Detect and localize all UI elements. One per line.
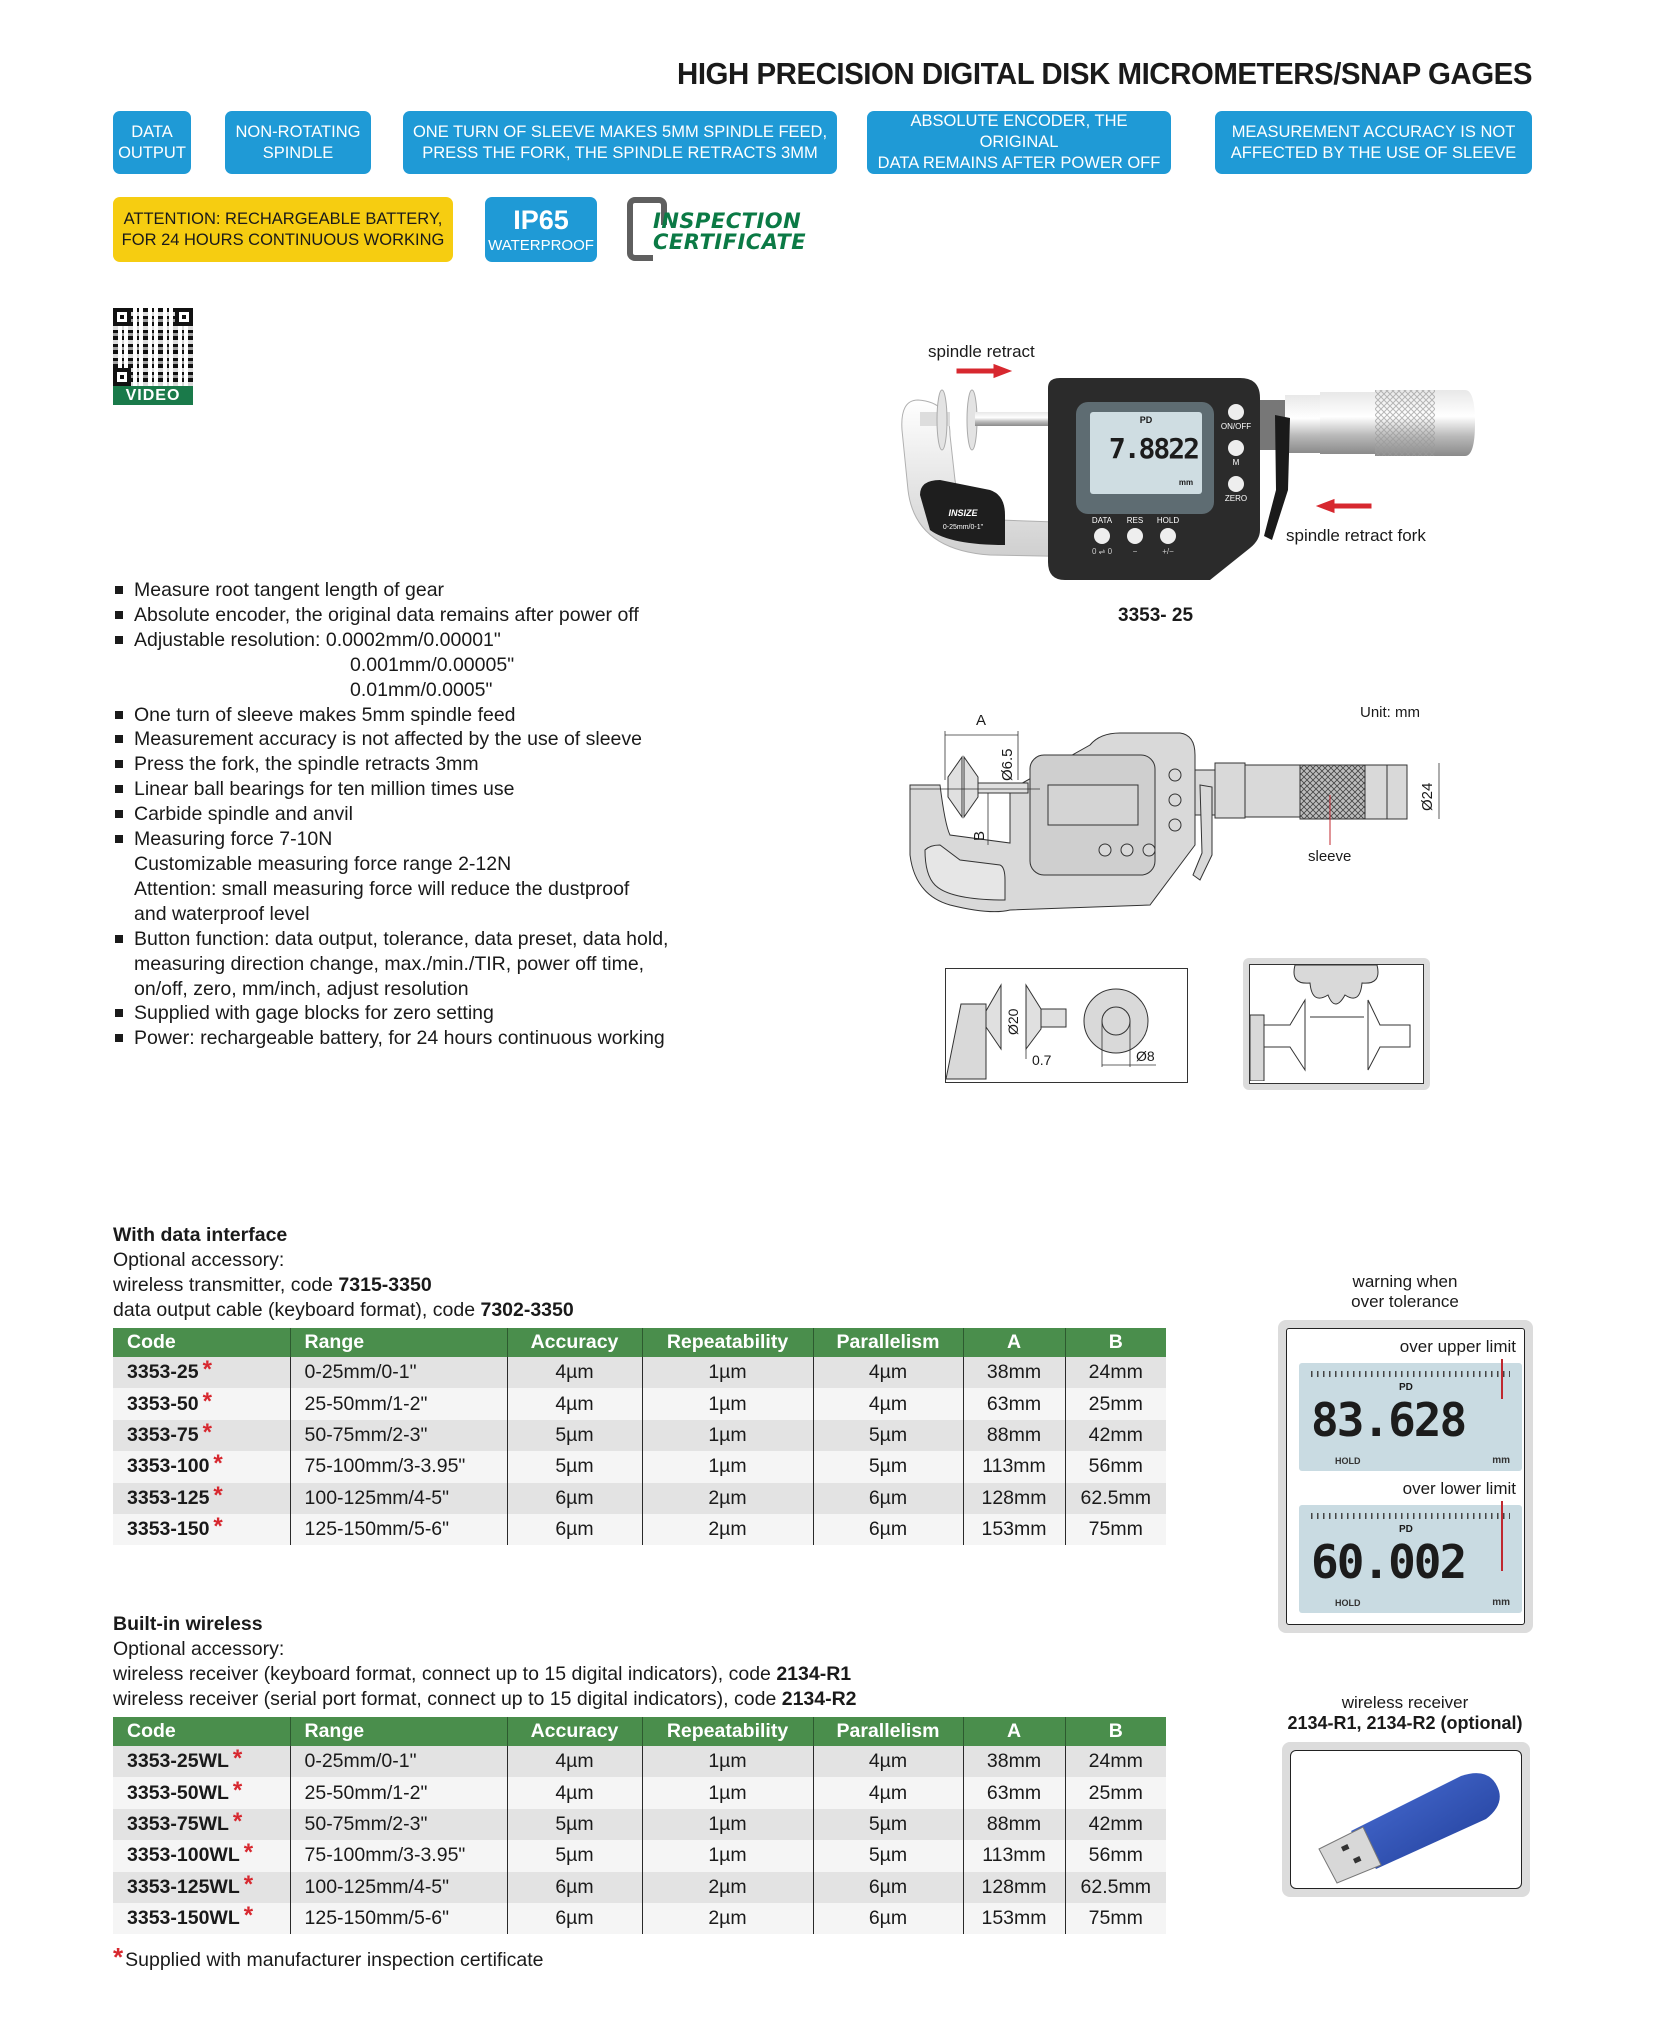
table-header-row: [113, 1328, 1166, 1357]
column-header: A: [963, 1328, 1065, 1357]
badge-text: MEASUREMENT ACCURACY IS NOT AFFECTED BY THE USE OF SLEEVE: [1230, 122, 1517, 162]
table-cell: 2µm: [642, 1872, 813, 1903]
feature-item: Button function: data output, tolerance, data preset, data hold,: [113, 927, 773, 952]
code-text: 3353-75: [127, 1423, 199, 1446]
table-cell: 6µm: [507, 1483, 642, 1514]
table-cell: 25-50mm/1-2": [290, 1777, 507, 1808]
accessory-label: Optional accessory:: [113, 1249, 285, 1271]
feature-note: Attention: small measuring force will reduce the dustproof: [134, 877, 630, 900]
table-cell: 25mm: [1065, 1388, 1166, 1419]
code-text: 3353-50: [127, 1392, 199, 1415]
ip-rating: IP65: [513, 204, 569, 235]
code-text: 3353-150WL: [127, 1907, 240, 1930]
table-cell: 1µm: [642, 1420, 813, 1451]
table-cell: 6µm: [507, 1514, 642, 1545]
accessory-text: wireless receiver (keyboard format, connect up to 15 digital indicators), code: [113, 1663, 777, 1685]
micrometer-photo: [880, 340, 1520, 590]
column-header: A: [963, 1717, 1065, 1746]
table-cell: 0-25mm/0-1": [290, 1746, 507, 1777]
code-text: 3353-100: [127, 1455, 210, 1478]
table-header-row: [113, 1717, 1166, 1746]
feature-item: Measuring force 7-10N: [113, 827, 773, 852]
table-cell: 25mm: [1065, 1777, 1166, 1808]
code-text: 3353-25: [127, 1361, 199, 1384]
qr-video-label: VIDEO: [113, 386, 193, 405]
cell-code: [113, 1388, 290, 1419]
usb-receiver-icon: [1291, 1751, 1521, 1888]
table-cell: 1µm: [642, 1840, 813, 1871]
accessory-code: 7302-3350: [480, 1299, 574, 1321]
accessory-text: wireless transmitter, code: [113, 1274, 339, 1296]
column-header: Range: [290, 1717, 507, 1746]
footnote-star-icon: *: [113, 1942, 124, 1972]
button-data: DATA: [1091, 516, 1113, 525]
certificate-star-icon: *: [213, 1450, 223, 1478]
table-cell: 75mm: [1065, 1514, 1166, 1545]
table-cell: 100-125mm/4-5": [290, 1872, 507, 1903]
upper-pointer-line: [1501, 1359, 1503, 1399]
cell-code: [113, 1903, 290, 1934]
cell-code: [113, 1746, 290, 1777]
table-cell: 42mm: [1065, 1420, 1166, 1451]
page-title: HIGH PRECISION DIGITAL DISK MICROMETERS/SNAP GAGES: [677, 56, 1532, 91]
feature-note: and waterproof level: [134, 902, 310, 925]
table-row: [113, 1809, 1166, 1840]
table-cell: 125-150mm/5-6": [290, 1903, 507, 1934]
display-value: 7.8822: [1108, 432, 1198, 465]
gear-icon: [1250, 965, 1422, 1081]
column-header: Code: [113, 1328, 290, 1357]
button-m: M: [1232, 458, 1240, 467]
video-qr-code[interactable]: [113, 308, 193, 405]
section-title-wireless: Built-in wireless: [113, 1613, 263, 1635]
table-row: [113, 1357, 1166, 1388]
table-row: [113, 1483, 1166, 1514]
section-title-data-interface: With data interface: [113, 1224, 288, 1246]
table-cell: 63mm: [963, 1388, 1065, 1419]
button-zero: ZERO: [1224, 494, 1248, 503]
badge-data-output: [113, 111, 191, 174]
upper-limit-label: over upper limit: [1399, 1337, 1516, 1356]
feature-item: Linear ball bearings for ten million times use: [113, 777, 773, 802]
table-cell: 88mm: [963, 1809, 1065, 1840]
table-cell: 5µm: [507, 1420, 642, 1451]
table-cell: 4µm: [813, 1746, 963, 1777]
column-header: Accuracy: [507, 1328, 642, 1357]
cell-code: [113, 1840, 290, 1871]
certificate-star-icon: *: [243, 1902, 254, 1930]
table-row: [113, 1420, 1166, 1451]
table-cell: 24mm: [1065, 1357, 1166, 1388]
column-header: Parallelism: [813, 1717, 963, 1746]
table-cell: 128mm: [963, 1872, 1065, 1903]
label-spindle-retract: spindle retract: [928, 342, 1035, 361]
feature-item: Carbide spindle and anvil: [113, 802, 773, 827]
receiver-caption: [1262, 1693, 1548, 1734]
cell-code: [113, 1451, 290, 1482]
cell-code: [113, 1420, 290, 1451]
certificate-star-icon: *: [202, 1356, 212, 1384]
feature-list: [113, 578, 773, 1051]
feature-resolution-option: 0.01mm/0.0005": [350, 678, 493, 701]
table-cell: 50-75mm/2-3": [290, 1809, 507, 1840]
badge-text: ABSOLUTE ENCODER, THE ORIGINAL DATA REMAINS AFTER POWER OFF: [877, 112, 1161, 172]
lcd-value-lower: 60.002: [1311, 1535, 1466, 1589]
sleeve-label: sleeve: [1308, 848, 1352, 865]
cell-code: [113, 1777, 290, 1808]
table-cell: 0-25mm/0-1": [290, 1357, 507, 1388]
badge-non-rotating-spindle: [225, 111, 371, 174]
table-cell: 5µm: [507, 1840, 642, 1871]
table-cell: 2µm: [642, 1903, 813, 1934]
feature-item: Measure root tangent length of gear: [113, 578, 773, 603]
table-cell: 75-100mm/3-3.95": [290, 1840, 507, 1871]
badge-text: DATA OUTPUT: [118, 122, 186, 162]
table-cell: 56mm: [1065, 1451, 1166, 1482]
table-cell: 100-125mm/4-5": [290, 1483, 507, 1514]
certificate-bracket-icon: [627, 197, 653, 261]
table-cell: 6µm: [507, 1872, 642, 1903]
feature-item: Power: rechargeable battery, for 24 hours continuous working: [113, 1026, 773, 1051]
column-header: Repeatability: [642, 1717, 813, 1746]
table-cell: 6µm: [507, 1903, 642, 1934]
table-row: [113, 1872, 1166, 1903]
cell-code: [113, 1357, 290, 1388]
table-cell: 2µm: [642, 1514, 813, 1545]
badge-battery: [113, 197, 453, 262]
lcd-pd: PD: [1399, 1382, 1413, 1393]
table-cell: 5µm: [507, 1809, 642, 1840]
column-header: B: [1065, 1328, 1166, 1357]
table-row: [113, 1388, 1166, 1419]
table-cell: 5µm: [813, 1840, 963, 1871]
lower-limit-label: over lower limit: [1402, 1479, 1516, 1498]
technical-drawing: [890, 705, 1450, 915]
table-cell: 6µm: [813, 1514, 963, 1545]
ip-label: WATERPROOF: [488, 236, 594, 254]
table-cell: 4µm: [813, 1777, 963, 1808]
table-cell: 62.5mm: [1065, 1483, 1166, 1514]
button-hold: HOLD: [1156, 516, 1180, 525]
disk-diameter-label: Ø20: [1005, 1008, 1021, 1035]
table-cell: 6µm: [813, 1483, 963, 1514]
table-cell: 113mm: [963, 1840, 1065, 1871]
warning-panel: [1278, 1320, 1533, 1633]
footnote-text: Supplied with manufacturer inspection certificate: [125, 1949, 544, 1971]
table-cell: 5µm: [813, 1420, 963, 1451]
table-cell: 25-50mm/1-2": [290, 1388, 507, 1419]
table-cell: 4µm: [507, 1746, 642, 1777]
accessory-code: 2134-R1: [776, 1663, 852, 1685]
column-header: Code: [113, 1717, 290, 1746]
code-text: 3353-150: [127, 1518, 210, 1541]
badge-text: ONE TURN OF SLEEVE MAKES 5MM SPINDLE FEED, PRESS THE FORK, THE SPINDLE RETRACTS 3MM: [412, 122, 828, 162]
table-cell: 113mm: [963, 1451, 1065, 1482]
accessory-text: wireless receiver (serial port format, connect up to 15 digital indicators), code: [113, 1688, 782, 1710]
gear-measurement-drawing: [1243, 958, 1430, 1090]
cell-code: [113, 1809, 290, 1840]
button-res-sub: −: [1132, 547, 1138, 556]
button-res: RES: [1126, 516, 1144, 525]
column-header: B: [1065, 1717, 1166, 1746]
code-text: 3353-25WL: [127, 1750, 229, 1773]
disk-detail-svg: [946, 969, 1186, 1081]
table-cell: 1µm: [642, 1451, 813, 1482]
table-cell: 153mm: [963, 1903, 1065, 1934]
lcd-lower: [1299, 1505, 1522, 1613]
dimension-b-label: B: [971, 830, 988, 841]
badge-sleeve-feed: [403, 111, 837, 174]
table-cell: 75mm: [1065, 1903, 1166, 1934]
receiver-panel: [1282, 1742, 1530, 1897]
table-cell: 1µm: [642, 1777, 813, 1808]
frame-range-text: 0-25mm/0-1": [942, 524, 984, 531]
certificate-star-icon: *: [232, 1807, 243, 1835]
accessory-line: [113, 1662, 851, 1687]
table-cell: 75-100mm/3-3.95": [290, 1451, 507, 1482]
code-text: 3353-50WL: [127, 1781, 229, 1804]
feature-item: Adjustable resolution: 0.0002mm/0.00001": [113, 628, 773, 653]
column-header: Range: [290, 1328, 507, 1357]
button-hold-sub: +/−: [1162, 547, 1174, 556]
certificate-star-icon: *: [232, 1776, 243, 1804]
table-cell: 4µm: [813, 1357, 963, 1388]
table-cell: 2µm: [642, 1483, 813, 1514]
certificate-star-icon: *: [213, 1481, 223, 1509]
accessory-line: [113, 1687, 857, 1712]
spindle-diameter-label: Ø6.5: [999, 748, 1016, 781]
certificate-star-icon: *: [213, 1513, 223, 1541]
lcd-unit: mm: [1492, 1597, 1510, 1608]
table-cell: 153mm: [963, 1514, 1065, 1545]
unit-label: Unit: mm: [1360, 704, 1420, 721]
table-cell: 125-150mm/5-6": [290, 1514, 507, 1545]
sleeve-diameter-label: Ø24: [1419, 782, 1436, 811]
button-data-sub: 0 ⇌ 0: [1091, 547, 1113, 556]
footnote: [113, 1942, 544, 1973]
table-cell: 4µm: [507, 1357, 642, 1388]
receiver-codes: 2134-R1, 2134-R2 (optional): [1287, 1713, 1523, 1733]
feature-item: Supplied with gage blocks for zero setting: [113, 1001, 773, 1026]
qr-code-icon: [113, 308, 193, 386]
dimension-a-label: A: [976, 712, 987, 729]
table-cell: 1µm: [642, 1809, 813, 1840]
accessory-line: [113, 1298, 574, 1323]
table-cell: 50-75mm/2-3": [290, 1420, 507, 1451]
anvil-diameter-label: Ø8: [1136, 1048, 1155, 1064]
receiver-caption-text: wireless receiver: [1341, 1693, 1469, 1712]
disk-detail-drawing: [945, 968, 1188, 1083]
table-row: [113, 1903, 1166, 1934]
cell-code: [113, 1514, 290, 1545]
feature-resolution-option: 0.001mm/0.00005": [350, 653, 515, 676]
table-cell: 5µm: [813, 1809, 963, 1840]
inspection-certificate-logo: [627, 197, 822, 263]
table-row: [113, 1746, 1166, 1777]
feature-note: Customizable measuring force range 2-12N: [134, 852, 512, 875]
micrometer-drawing: [890, 705, 1450, 915]
table-row: [113, 1451, 1166, 1482]
product-photo: [880, 340, 1520, 590]
spec-table-data-interface: [113, 1328, 1166, 1545]
brand-logo: INSIZE: [948, 508, 978, 518]
table-cell: 42mm: [1065, 1809, 1166, 1840]
feature-item: Absolute encoder, the original data remains after power off: [113, 603, 773, 628]
certificate-star-icon: *: [202, 1387, 212, 1415]
table-cell: 62.5mm: [1065, 1872, 1166, 1903]
product-model-label: 3353- 25: [1118, 605, 1194, 626]
feature-item: Press the fork, the spindle retracts 3mm: [113, 752, 773, 777]
code-text: 3353-75WL: [127, 1812, 229, 1835]
table-cell: 63mm: [963, 1777, 1065, 1808]
code-text: 3353-125: [127, 1486, 210, 1509]
label-spindle-retract-fork: spindle retract fork: [1286, 526, 1426, 545]
table-row: [113, 1840, 1166, 1871]
table-cell: 6µm: [813, 1872, 963, 1903]
cell-code: [113, 1872, 290, 1903]
lcd-upper: [1299, 1363, 1522, 1471]
certificate-star-icon: *: [243, 1870, 254, 1898]
table-cell: 1µm: [642, 1357, 813, 1388]
table-cell: 24mm: [1065, 1746, 1166, 1777]
spec-table-wireless: [113, 1717, 1166, 1934]
certificate-text: INSPECTION CERTIFICATE: [653, 209, 807, 254]
table-cell: 4µm: [507, 1388, 642, 1419]
feature-item: One turn of sleeve makes 5mm spindle feed: [113, 703, 773, 728]
certificate-star-icon: *: [202, 1418, 212, 1446]
disk-edge-label: 0.7: [1032, 1052, 1052, 1068]
accessory-code: 7315-3350: [338, 1274, 432, 1296]
badge-text: NON-ROTATING SPINDLE: [235, 122, 361, 162]
table-cell: 38mm: [963, 1357, 1065, 1388]
accessory-line: [113, 1273, 432, 1298]
table-cell: 4µm: [507, 1777, 642, 1808]
code-text: 3353-125WL: [127, 1875, 240, 1898]
certificate-star-icon: *: [232, 1745, 243, 1773]
table-cell: 128mm: [963, 1483, 1065, 1514]
code-text: 3353-100WL: [127, 1844, 240, 1867]
lcd-unit: mm: [1492, 1455, 1510, 1466]
table-row: [113, 1777, 1166, 1808]
column-header: Accuracy: [507, 1717, 642, 1746]
lcd-hold: HOLD: [1335, 1598, 1361, 1608]
lower-pointer-line: [1501, 1501, 1503, 1571]
table-cell: 5µm: [507, 1451, 642, 1482]
badge-text: ATTENTION: RECHARGEABLE BATTERY, FOR 24 HOURS CONTINUOUS WORKING: [121, 209, 445, 249]
feature-note: measuring direction change, max./min./TIR, power off time,: [134, 952, 645, 975]
lcd-pd: PD: [1399, 1524, 1413, 1535]
table-cell: 5µm: [813, 1451, 963, 1482]
button-on-off: ON/OFF: [1220, 422, 1252, 431]
table-cell: 6µm: [813, 1903, 963, 1934]
lcd-value-upper: 83.628: [1311, 1393, 1466, 1447]
lcd-hold: HOLD: [1335, 1456, 1361, 1466]
table-cell: 1µm: [642, 1746, 813, 1777]
display-unit: mm: [1178, 478, 1194, 487]
accessory-label: Optional accessory:: [113, 1638, 285, 1660]
feature-item: Measurement accuracy is not affected by the use of sleeve: [113, 727, 773, 752]
warning-caption: warning when over tolerance: [1351, 1272, 1459, 1311]
accessory-text: data output cable (keyboard format), code: [113, 1299, 481, 1321]
badge-ip65: [485, 197, 597, 262]
feature-note: on/off, zero, mm/inch, adjust resolution: [134, 977, 469, 1000]
badge-accuracy-sleeve: [1215, 111, 1532, 174]
table-cell: 88mm: [963, 1420, 1065, 1451]
table-cell: 38mm: [963, 1746, 1065, 1777]
table-cell: 56mm: [1065, 1840, 1166, 1871]
table-row: [113, 1514, 1166, 1545]
column-header: Parallelism: [813, 1328, 963, 1357]
certificate-star-icon: *: [243, 1839, 254, 1867]
column-header: Repeatability: [642, 1328, 813, 1357]
cell-code: [113, 1483, 290, 1514]
badge-absolute-encoder: [867, 111, 1171, 174]
display-pd: PD: [1139, 415, 1153, 425]
table-cell: 4µm: [813, 1388, 963, 1419]
accessory-code: 2134-R2: [781, 1688, 857, 1710]
table-cell: 1µm: [642, 1388, 813, 1419]
